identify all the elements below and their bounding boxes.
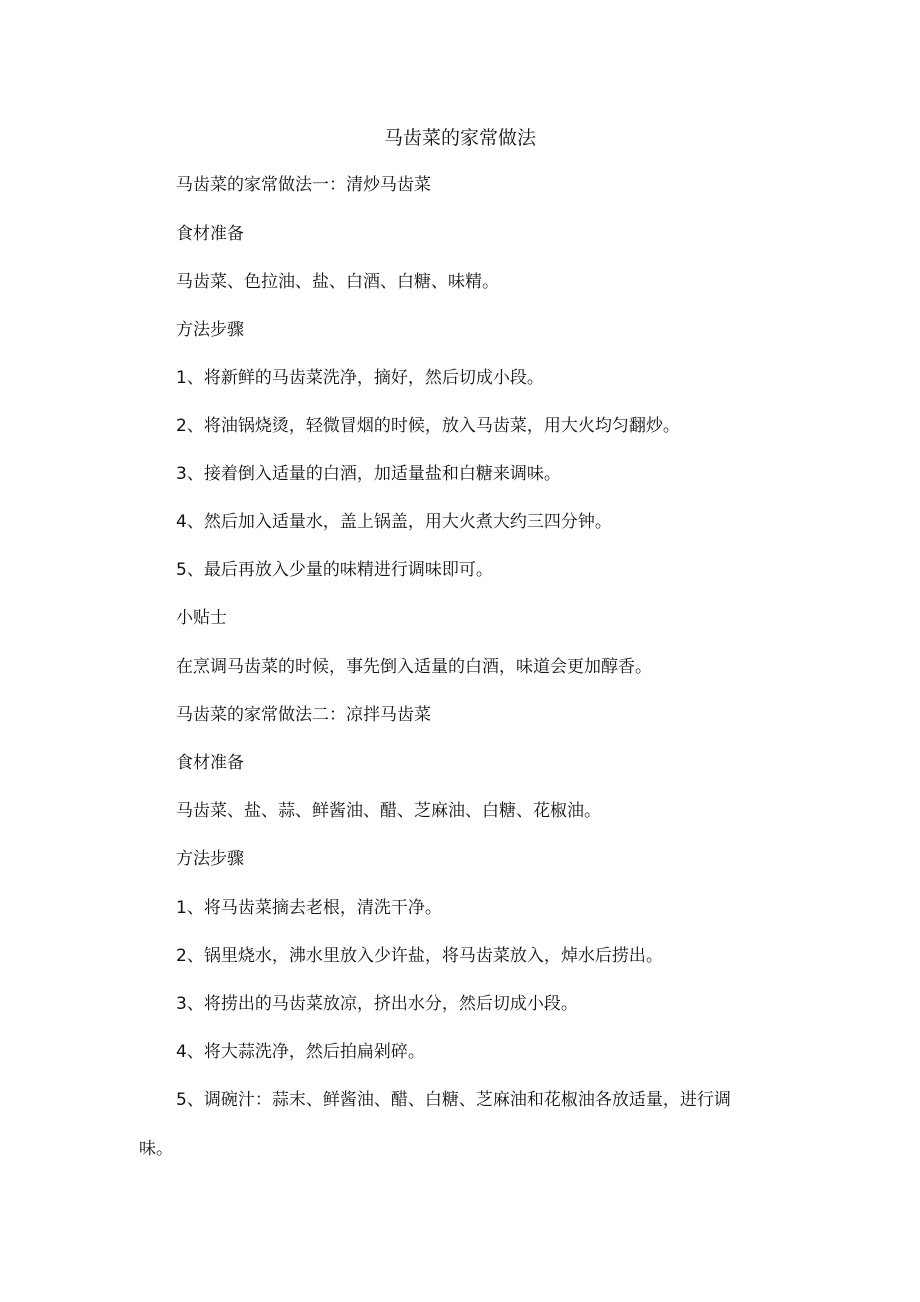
method2-step-3: 3、将捞出的马齿菜放凉，挤出水分，然后切成小段。 [176,994,578,1014]
method2-step-5: 5、调碗汁：蒜末、鲜酱油、醋、白糖、芝麻油和花椒油各放适量，进行调 [176,1090,731,1110]
method2-step-5-continuation: 味。 [139,1139,173,1159]
method2-ingredients-label: 食材准备 [176,753,244,773]
method1-tips: 在烹调马齿菜的时候，事先倒入适量的白酒，味道会更加醇香。 [176,657,652,677]
method1-step-5: 5、最后再放入少量的味精进行调味即可。 [176,560,493,580]
method2-step-1: 1、将马齿菜摘去老根，清洗干净。 [176,898,442,918]
method1-step-3: 3、接着倒入适量的白酒，加适量盐和白糖来调味。 [176,464,561,484]
method1-heading: 马齿菜的家常做法一：清炒马齿菜 [176,175,431,195]
method2-step-2: 2、锅里烧水，沸水里放入少许盐，将马齿菜放入，焯水后捞出。 [176,946,663,966]
method1-step-1: 1、将新鲜的马齿菜洗净，摘好，然后切成小段。 [176,368,544,388]
document-title: 马齿菜的家常做法 [383,127,536,149]
method1-step-2: 2、将油锅烧烫，轻微冒烟的时候，放入马齿菜，用大火均匀翻炒。 [176,416,680,436]
method2-ingredients: 马齿菜、盐、蒜、鲜酱油、醋、芝麻油、白糖、花椒油。 [176,801,601,821]
method1-step-4: 4、然后加入适量水，盖上锅盖，用大火煮大约三四分钟。 [176,512,612,532]
method1-ingredients-label: 食材准备 [176,224,244,244]
method1-tips-label: 小贴士 [176,608,227,628]
method1-ingredients: 马齿菜、色拉油、盐、白酒、白糖、味精。 [176,272,499,292]
method2-step-4: 4、将大蒜洗净，然后拍扁剁碎。 [176,1042,425,1062]
method2-steps-label: 方法步骤 [176,849,244,869]
method2-heading: 马齿菜的家常做法二：凉拌马齿菜 [176,705,431,725]
method1-steps-label: 方法步骤 [176,320,244,340]
